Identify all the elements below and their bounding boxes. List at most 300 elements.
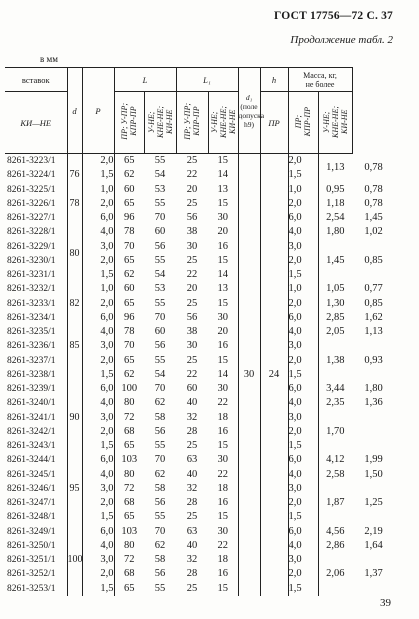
cell-l-ne: 58 xyxy=(154,554,166,566)
cell-l1-pr: 25 xyxy=(186,297,198,309)
cell-designation: 8261-3240/1 xyxy=(5,396,67,410)
cell-l1-pr: 20 xyxy=(186,283,198,295)
cell-mass-pr: 4,12 xyxy=(326,454,345,466)
cell-p: 3,0 xyxy=(82,411,114,425)
cell-pr: 1,5 xyxy=(288,168,318,182)
cell-designation: 8261-3232/1 xyxy=(5,282,67,296)
cell-pr: 2,0 xyxy=(288,425,318,439)
cell-designation: 8261-3223/1 xyxy=(5,154,67,169)
cell-p: 1,5 xyxy=(82,368,114,382)
cell-l1-ne: 16 xyxy=(208,567,238,581)
cell-d: 76 xyxy=(67,154,82,197)
cell-mass-ne: 1,62 xyxy=(364,311,383,323)
cell-mass-pr: 3,44 xyxy=(326,383,345,395)
cell-l1-pr: 28 xyxy=(186,497,198,509)
table-row xyxy=(5,382,395,396)
cell-l-pr: 65 xyxy=(124,254,135,266)
table-row xyxy=(5,453,395,467)
cell-l1-pr: 63 xyxy=(186,454,198,466)
cell-l1-pr: 22 xyxy=(186,368,198,380)
cell-mass-pr: 1,45 xyxy=(326,254,345,266)
cell-l-ne: 55 xyxy=(154,354,166,366)
table-row xyxy=(5,482,395,496)
table-row xyxy=(5,339,395,353)
cell-pr: 2,0 xyxy=(288,496,318,510)
cell-l-ne: 56 xyxy=(154,497,166,509)
cell-l-pr: 60 xyxy=(124,183,135,195)
cell-l1-ne: 15 xyxy=(208,254,238,268)
cell-pr: 3,0 xyxy=(288,339,318,353)
cell-designation: 8261-3241/1 xyxy=(5,411,67,425)
cell-d1: 30 xyxy=(238,154,260,596)
cell-l-pr: 65 xyxy=(124,155,135,167)
table-row xyxy=(5,411,395,425)
cell-p: 4,0 xyxy=(82,396,114,410)
cell-l1-ne: 18 xyxy=(208,411,238,425)
cell-pr: 1,5 xyxy=(288,582,318,596)
cell-designation: 8261-3244/1 xyxy=(5,453,67,467)
table-row xyxy=(5,325,395,339)
cell-p: 4,0 xyxy=(82,539,114,553)
cell-l-pr: 78 xyxy=(124,326,135,338)
cell-d: 82 xyxy=(67,297,82,311)
col-header-l1: L₁ xyxy=(176,68,238,92)
cell-l1-pr: 28 xyxy=(186,568,198,580)
cell-l-ne: 60 xyxy=(154,326,166,338)
col-header-pr: ПР xyxy=(260,92,288,154)
cell-pr: 4,0 xyxy=(288,325,318,339)
cell-mass-pr: 2,85 xyxy=(326,311,345,323)
cell-pr: 1,5 xyxy=(288,510,318,524)
table-continuation-label: Продолжение табл. 2 xyxy=(290,34,393,46)
cell-d: 78 xyxy=(67,197,82,211)
cell-designation: 8261-3249/1 xyxy=(5,525,67,539)
cell-pr: 6,0 xyxy=(288,382,318,396)
col-header-d1: d₁ (поле допуска h9) xyxy=(238,68,260,154)
cell-pr: 3,0 xyxy=(288,411,318,425)
cell-l1-pr: 22 xyxy=(186,169,198,181)
cell-l-ne: 55 xyxy=(154,297,166,309)
cell-mass-ne: 1,50 xyxy=(364,468,383,480)
cell-l-ne: 55 xyxy=(154,582,166,594)
cell-p: 2,0 xyxy=(82,297,114,311)
cell-p: 2,0 xyxy=(82,496,114,510)
cell-designation: 8261-3243/1 xyxy=(5,439,67,453)
cell-p: 3,0 xyxy=(82,339,114,353)
cell-l-ne: 55 xyxy=(154,197,166,209)
cell-l-ne: 56 xyxy=(154,425,166,437)
cell-mass-pr: 1,70 xyxy=(326,425,345,437)
cell-pr: 2,0 xyxy=(288,197,318,211)
cell-l-pr: 65 xyxy=(124,197,135,209)
cell-p: 2,0 xyxy=(82,197,114,211)
cell-pr: 1,5 xyxy=(288,439,318,453)
col-header-mass: Масса, кг, не более xyxy=(288,68,352,92)
cell-l1-ne: 22 xyxy=(208,468,238,482)
col-header-mass-pr: ПР; КПР-ПР xyxy=(288,92,318,154)
units-label: в мм xyxy=(40,54,58,64)
cell-p: 2,0 xyxy=(82,425,114,439)
cell-l1-ne: 30 xyxy=(208,211,238,225)
cell-l1-ne: 30 xyxy=(208,453,238,467)
cell-l-pr: 70 xyxy=(124,340,135,352)
cell-l-ne: 60 xyxy=(154,226,166,238)
cell-l1-ne: 16 xyxy=(208,496,238,510)
cell-mass-ne: 0,85 xyxy=(364,297,383,309)
cell-designation: 8261-3225/1 xyxy=(5,183,67,197)
cell-l1-pr: 56 xyxy=(186,311,198,323)
cell-l1-ne: 15 xyxy=(208,354,238,368)
cell-l-ne: 70 xyxy=(154,383,166,395)
cell-d: 95 xyxy=(67,453,82,524)
cell-pr: 1,0 xyxy=(288,183,318,197)
cell-mass-ne: 1,02 xyxy=(364,226,383,238)
cell-designation: 8261-3250/1 xyxy=(5,539,67,553)
cell-l-ne: 56 xyxy=(154,568,166,580)
cell-l1-pr: 40 xyxy=(186,539,198,551)
cell-l-pr: 65 xyxy=(124,511,135,523)
col-header-inserts: вставок xyxy=(5,68,67,92)
cell-l1-pr: 40 xyxy=(186,397,198,409)
cell-mass-ne: 1,37 xyxy=(364,568,383,580)
cell-l-pr: 100 xyxy=(121,383,138,395)
cell-pr: 6,0 xyxy=(288,311,318,325)
cell-mass-pr: 2,06 xyxy=(326,568,345,580)
cell-l-ne: 53 xyxy=(154,283,166,295)
cell-l-ne: 62 xyxy=(154,397,166,409)
cell-pr: 2,0 xyxy=(288,297,318,311)
cell-d: 100 xyxy=(67,525,82,596)
cell-l-pr: 103 xyxy=(121,525,138,537)
cell-pr: 3,0 xyxy=(288,240,318,254)
cell-mass-pr: 1,80 xyxy=(326,226,345,238)
cell-mass-ne: 1,13 xyxy=(364,326,383,338)
cell-l1-pr: 38 xyxy=(186,326,198,338)
cell-l-pr: 80 xyxy=(124,468,135,480)
cell-pr: 2,0 xyxy=(288,254,318,268)
cell-p: 3,0 xyxy=(82,482,114,496)
cell-mass-ne: 0,78 xyxy=(364,183,383,195)
cell-l1-ne: 15 xyxy=(208,197,238,211)
cell-mass-pr: 1,13 xyxy=(326,162,345,174)
cell-pr: 2,0 xyxy=(288,354,318,368)
cell-designation: 8261-3229/1 xyxy=(5,240,67,254)
cell-mass-ne: 0,78 xyxy=(364,197,383,209)
cell-l-ne: 55 xyxy=(154,254,166,266)
cell-p: 6,0 xyxy=(82,382,114,396)
cell-p: 3,0 xyxy=(82,553,114,567)
cell-l1-ne: 13 xyxy=(208,282,238,296)
cell-mass-pr: 1,05 xyxy=(326,283,345,295)
cell-mass-pr: 0,95 xyxy=(326,183,345,195)
cell-l1-pr: 28 xyxy=(186,425,198,437)
document-header: ГОСТ 17756—72 С. 37 xyxy=(274,10,393,22)
cell-l1-pr: 63 xyxy=(186,525,198,537)
cell-l-pr: 62 xyxy=(124,368,135,380)
cell-mass-ne: 1,64 xyxy=(364,539,383,551)
cell-l-ne: 70 xyxy=(154,454,166,466)
cell-mass-pr: 2,54 xyxy=(326,212,345,224)
cell-designation: 8261-3234/1 xyxy=(5,311,67,325)
cell-p: 1,5 xyxy=(82,168,114,182)
cell-mass-ne: 2,19 xyxy=(364,525,383,537)
cell-l-ne: 56 xyxy=(154,340,166,352)
cell-l1-pr: 25 xyxy=(186,440,198,452)
cell-designation: 8261-3252/1 xyxy=(5,567,67,581)
cell-l-pr: 78 xyxy=(124,226,135,238)
cell-designation: 8261-3233/1 xyxy=(5,297,67,311)
cell-l-pr: 65 xyxy=(124,297,135,309)
cell-designation: 8261-3227/1 xyxy=(5,211,67,225)
cell-designation: 8261-3236/1 xyxy=(5,339,67,353)
cell-l-ne: 55 xyxy=(154,155,166,167)
col-header-h: h xyxy=(260,68,288,92)
table-row xyxy=(5,183,395,197)
cell-p: 3,0 xyxy=(82,240,114,254)
cell-p: 1,5 xyxy=(82,268,114,282)
table-row xyxy=(5,211,395,225)
cell-l1-ne: 16 xyxy=(208,425,238,439)
cell-designation: 8261-3237/1 xyxy=(5,354,67,368)
col-header-p: P xyxy=(82,68,114,154)
cell-l1-ne: 14 xyxy=(208,168,238,182)
cell-designation: 8261-3231/1 xyxy=(5,268,67,282)
cell-l1-pr: 32 xyxy=(186,411,198,423)
cell-designation: 8261-3248/1 xyxy=(5,510,67,524)
cell-l-ne: 55 xyxy=(154,511,166,523)
table-row xyxy=(5,311,395,325)
cell-pr: 3,0 xyxy=(288,482,318,496)
cell-pr: 1,5 xyxy=(288,268,318,282)
cell-l-pr: 72 xyxy=(124,482,135,494)
cell-l-pr: 68 xyxy=(124,425,135,437)
cell-l-ne: 70 xyxy=(154,311,166,323)
cell-l-ne: 55 xyxy=(154,440,166,452)
cell-mass-ne: 1,80 xyxy=(364,383,383,395)
cell-pr: 1,5 xyxy=(288,368,318,382)
cell-l-ne: 70 xyxy=(154,525,166,537)
cell-designation: 8261-3238/1 xyxy=(5,368,67,382)
cell-l-pr: 72 xyxy=(124,411,135,423)
cell-l1-ne: 20 xyxy=(208,325,238,339)
cell-mass-ne: 1,36 xyxy=(364,397,383,409)
cell-l1-pr: 40 xyxy=(186,468,198,480)
cell-l1-pr: 30 xyxy=(186,240,198,252)
cell-pr: 6,0 xyxy=(288,211,318,225)
cell-l1-pr: 60 xyxy=(186,383,198,395)
table-row xyxy=(5,197,395,211)
cell-l-ne: 58 xyxy=(154,482,166,494)
cell-mass-pr: 1,30 xyxy=(326,297,345,309)
cell-h: 24 xyxy=(260,154,288,596)
cell-p: 1,5 xyxy=(82,582,114,596)
cell-l-pr: 65 xyxy=(124,354,135,366)
cell-l-pr: 68 xyxy=(124,497,135,509)
cell-p: 2,0 xyxy=(82,254,114,268)
cell-d: 80 xyxy=(67,211,82,297)
cell-designation: 8261-3251/1 xyxy=(5,553,67,567)
cell-pr: 1,0 xyxy=(288,282,318,296)
data-table xyxy=(5,67,395,596)
cell-l-pr: 80 xyxy=(124,539,135,551)
table-row xyxy=(5,240,395,254)
cell-l-pr: 65 xyxy=(124,440,135,452)
cell-l1-ne: 15 xyxy=(208,510,238,524)
cell-designation: 8261-3239/1 xyxy=(5,382,67,396)
cell-l1-ne: 22 xyxy=(208,539,238,553)
cell-mass-ne: 0,85 xyxy=(364,254,383,266)
cell-l1-pr: 25 xyxy=(186,197,198,209)
cell-pr: 4,0 xyxy=(288,539,318,553)
cell-l1-pr: 30 xyxy=(186,340,198,352)
cell-l1-ne: 18 xyxy=(208,553,238,567)
col-header-l-pr: ПР; У-ПР; КПР-ПР xyxy=(114,92,144,154)
cell-l-ne: 54 xyxy=(154,169,166,181)
cell-l1-ne: 22 xyxy=(208,396,238,410)
cell-l1-ne: 13 xyxy=(208,183,238,197)
table-row xyxy=(5,297,395,311)
cell-p: 6,0 xyxy=(82,525,114,539)
cell-pr: 6,0 xyxy=(288,525,318,539)
cell-l-ne: 62 xyxy=(154,539,166,551)
cell-l1-ne: 14 xyxy=(208,268,238,282)
cell-p: 6,0 xyxy=(82,453,114,467)
cell-p: 2,0 xyxy=(82,154,114,169)
col-header-l: L xyxy=(114,68,176,92)
col-header-l-ne: У-НЕ; КНЕ-НЕ; КИ-НЕ xyxy=(144,92,176,154)
cell-mass-pr: 1,87 xyxy=(326,497,345,509)
cell-p: 1,0 xyxy=(82,282,114,296)
cell-l-pr: 68 xyxy=(124,568,135,580)
cell-l1-ne: 20 xyxy=(208,225,238,239)
table-row xyxy=(5,539,395,553)
cell-p: 2,0 xyxy=(82,567,114,581)
cell-l-pr: 62 xyxy=(124,269,135,281)
cell-designation: 8261-3245/1 xyxy=(5,468,67,482)
cell-p: 6,0 xyxy=(82,311,114,325)
col-header-l1-pr: ПР; У-ПР; КПР-ПР xyxy=(176,92,208,154)
cell-l-pr: 65 xyxy=(124,582,135,594)
cell-p: 4,0 xyxy=(82,225,114,239)
cell-mass-ne: 0,77 xyxy=(364,283,383,295)
table-row xyxy=(5,225,395,239)
cell-mass-ne: 1,25 xyxy=(364,497,383,509)
cell-l1-ne: 30 xyxy=(208,525,238,539)
cell-l-ne: 54 xyxy=(154,269,166,281)
cell-l-pr: 62 xyxy=(124,169,135,181)
cell-l-ne: 70 xyxy=(154,212,166,224)
cell-l1-pr: 22 xyxy=(186,269,198,281)
cell-designation: 8261-3228/1 xyxy=(5,225,67,239)
cell-p: 1,5 xyxy=(82,439,114,453)
cell-l1-pr: 38 xyxy=(186,226,198,238)
cell-mass-pr: 4,56 xyxy=(326,525,345,537)
col-header-mass-ne: У-НЕ; КНЕ-НЕ; КИ-НЕ xyxy=(318,92,352,154)
cell-designation: 8261-3242/1 xyxy=(5,425,67,439)
cell-l1-pr: 25 xyxy=(186,354,198,366)
cell-l1-ne: 30 xyxy=(208,311,238,325)
cell-pr: 4,0 xyxy=(288,225,318,239)
cell-pr: 6,0 xyxy=(288,453,318,467)
cell-l1-pr: 32 xyxy=(186,554,198,566)
cell-p: 6,0 xyxy=(82,211,114,225)
cell-l1-ne: 14 xyxy=(208,368,238,382)
cell-designation: 8261-3246/1 xyxy=(5,482,67,496)
cell-mass-pr: 1,18 xyxy=(326,197,345,209)
cell-l1-pr: 25 xyxy=(186,254,198,266)
cell-mass-pr: 2,05 xyxy=(326,326,345,338)
cell-l-pr: 96 xyxy=(124,311,135,323)
cell-designation: 8261-3224/1 xyxy=(5,168,67,182)
cell-mass-pr: 2,35 xyxy=(326,397,345,409)
cell-l-pr: 80 xyxy=(124,397,135,409)
cell-l1-ne: 16 xyxy=(208,339,238,353)
cell-l-pr: 60 xyxy=(124,283,135,295)
cell-l1-pr: 56 xyxy=(186,212,198,224)
cell-p: 4,0 xyxy=(82,468,114,482)
table-body xyxy=(5,154,395,596)
cell-mass-ne: 0,93 xyxy=(364,354,383,366)
cell-l-pr: 103 xyxy=(121,454,138,466)
table-row xyxy=(5,154,395,169)
cell-p: 2,0 xyxy=(82,354,114,368)
cell-mass-pr: 2,86 xyxy=(326,539,345,551)
cell-d: 85 xyxy=(67,311,82,382)
cell-l1-pr: 32 xyxy=(186,482,198,494)
cell-mass-pr: 2,58 xyxy=(326,468,345,480)
cell-l-pr: 70 xyxy=(124,240,135,252)
cell-pr: 2,0 xyxy=(288,567,318,581)
cell-pr: 3,0 xyxy=(288,553,318,567)
table-row xyxy=(5,396,395,410)
cell-l-ne: 62 xyxy=(154,468,166,480)
page-number: 39 xyxy=(380,597,391,609)
cell-designation: 8261-3226/1 xyxy=(5,197,67,211)
cell-l1-ne: 30 xyxy=(208,382,238,396)
col-header-d: d xyxy=(67,68,82,154)
cell-mass-ne: 1,99 xyxy=(364,454,383,466)
cell-mass-ne: 0,78 xyxy=(364,162,383,173)
cell-l-pr: 96 xyxy=(124,212,135,224)
cell-l-ne: 56 xyxy=(154,240,166,252)
cell-mass-pr: 1,38 xyxy=(326,354,345,366)
cell-l1-ne: 15 xyxy=(208,582,238,596)
table-row xyxy=(5,468,395,482)
cell-l1-ne: 16 xyxy=(208,240,238,254)
cell-p: 4,0 xyxy=(82,325,114,339)
cell-pr: 2,0 xyxy=(288,154,318,169)
cell-designation: 8261-3253/1 xyxy=(5,582,67,596)
cell-l1-pr: 20 xyxy=(186,183,198,195)
cell-l1-ne: 15 xyxy=(208,439,238,453)
cell-pr: 4,0 xyxy=(288,468,318,482)
cell-l1-pr: 25 xyxy=(186,582,198,594)
cell-designation: 8261-3235/1 xyxy=(5,325,67,339)
table-row xyxy=(5,553,395,567)
cell-l1-ne: 18 xyxy=(208,482,238,496)
cell-p: 1,0 xyxy=(82,183,114,197)
cell-mass-ne: 1,45 xyxy=(364,212,383,224)
table-row xyxy=(5,282,395,296)
cell-l1-pr: 25 xyxy=(186,511,198,523)
cell-p: 1,5 xyxy=(82,510,114,524)
table-row xyxy=(5,525,395,539)
col-header-ki-ne: КИ—НЕ xyxy=(5,92,67,154)
cell-mass-ne xyxy=(352,411,395,454)
cell-l-pr: 72 xyxy=(124,554,135,566)
cell-d: 90 xyxy=(67,382,82,453)
cell-l-ne: 58 xyxy=(154,411,166,423)
